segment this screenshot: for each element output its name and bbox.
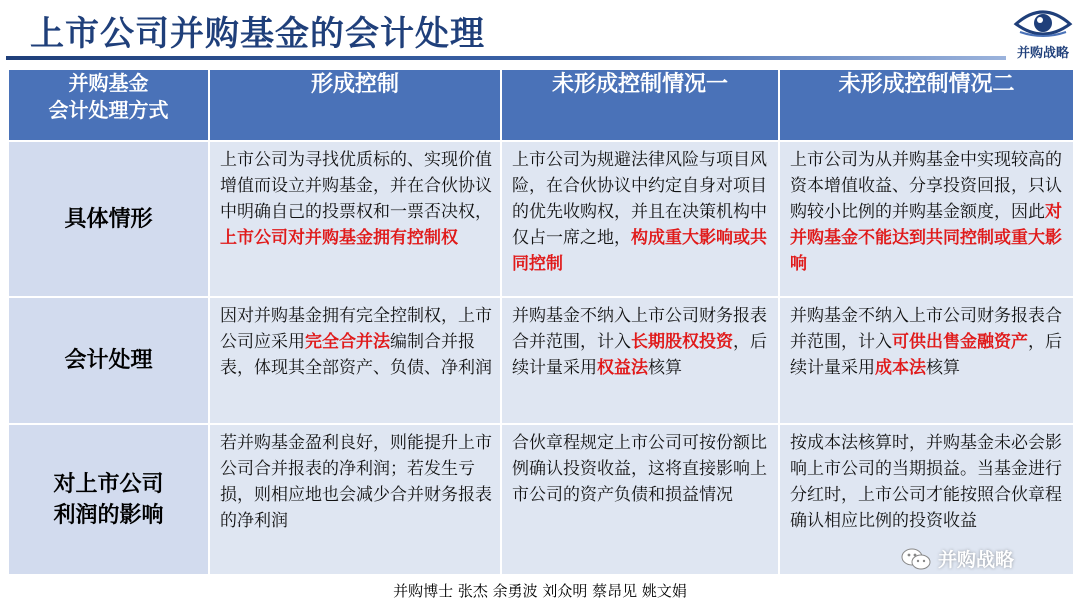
table-cell [501,297,779,424]
table-row [8,141,1074,297]
title-underline [6,56,1006,60]
table-cell: 合伙章程规定上市公司可按份额比例确认投资收益，这将直接影响上市公司的资产负债和损益情况 [501,424,779,575]
cell-text: 并购基金不纳入上市公司财务报表合并范围，计入 [512,306,767,352]
cell-text: 上市公司为规避法律风险与项目风险，在合伙协议中约定自身对项目的优先收购权，并且在决策机构中仅占一席之地， [512,150,767,248]
cell-text: ，后续计量采用 [790,332,1062,378]
authors-footer: 并购博士 张杰 余勇波 刘众明 蔡昂见 姚文娟 [393,582,687,600]
table-cell: 按成本法核算时，并购基金未必会影响上市公司的当期损益。当基金进行分红时，上市公司才能按照合伙章程确认相应比例的投资收益 [779,424,1074,575]
table-cell [209,297,501,424]
header-cell: 未形成控制情况二 [779,69,1074,141]
row-label [8,424,209,575]
cell-text: 核算 [648,358,682,378]
row-label-line-1: 对上市公司 [53,471,164,497]
title-bar [0,0,1080,62]
cell-text: 核算 [926,358,960,378]
cell-highlight: 构成重大影响或共同控制 [512,228,767,274]
table-cell [209,141,501,297]
header-line-1: 并购基金 [68,71,149,95]
eye-icon [1010,4,1076,42]
cell-text: 上市公司为寻找优质标的、实现价值增值而设立并购基金，并在合伙协议中明确自己的投票权和一票否决权， [220,150,492,222]
watermark [900,545,1014,572]
cell-highlight: 对并购基金不能达到共同控制或重大影响 [790,202,1062,274]
row-label-line-2: 利润的影响 [53,502,164,528]
accounting-table [7,68,1075,576]
wechat-icon [900,546,932,572]
cell-highlight: 成本法 [875,358,926,378]
row-label: 具体情形 [8,141,209,297]
logo [1010,4,1076,60]
header-cell: 未形成控制情况一 [501,69,779,141]
cell-text: 编制合并报表，体现其全部资产、负债、净利润 [220,332,492,378]
cell-highlight: 完全合并法 [305,332,390,352]
table-row [8,297,1074,424]
cell-highlight: 长期股权投资 [631,332,733,352]
cell-highlight: 上市公司对并购基金拥有控制权 [220,228,458,248]
cell-highlight: 权益法 [597,358,648,378]
cell-text: 上市公司为从并购基金中实现较高的资本增值收益、分享投资回报，只认购较小比例的并购基金额度，因此 [790,150,1062,222]
page-title: 上市公司并购基金的会计处理 [30,14,485,54]
logo-text: 并购战略 [1016,46,1069,61]
cell-highlight: 可供出售金融资产 [892,332,1028,352]
table-cell: 若并购基金盈利良好，则能提升上市公司合并报表的净利润；若发生亏损，则相应地也会减少合并财务报表的净利润 [209,424,501,575]
cell-text: 因对并购基金拥有完全控制权，上市公司应采用 [220,306,492,352]
row-label: 会计处理 [8,297,209,424]
header-line-2: 会计处理方式 [48,98,169,122]
table-cell [779,141,1074,297]
table-cell [501,141,779,297]
table-header-row [8,69,1074,141]
header-cell [8,69,209,141]
header-cell: 形成控制 [209,69,501,141]
cell-text: 并购基金不纳入上市公司财务报表合并范围，计入 [790,306,1062,352]
watermark-text: 并购战略 [938,549,1015,571]
table-cell [779,297,1074,424]
cell-text: ，后续计量采用 [512,332,767,378]
